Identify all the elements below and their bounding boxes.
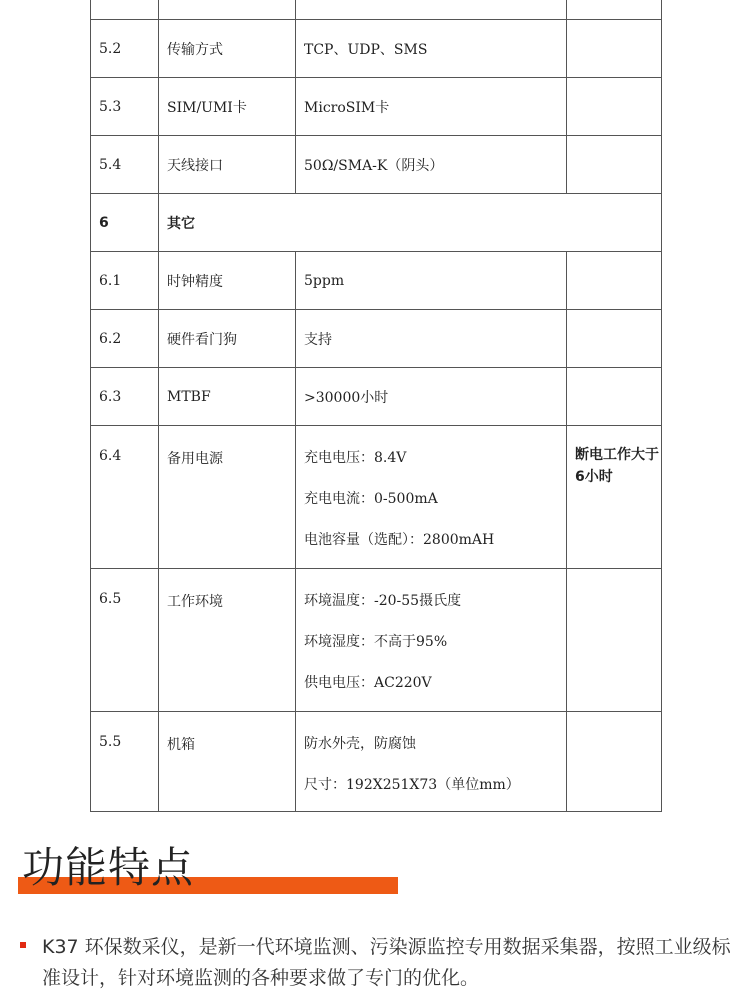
table-row (91, 310, 662, 368)
value-line: 环境湿度：不高于95% (304, 634, 448, 650)
row-value (296, 712, 567, 812)
table-row (91, 426, 662, 569)
feature-paragraph: K37 环保数采仪，是新一代环境监测、污染源监控专用数据采集器，按照工业级标准设计，针对环境监测的各种要求做了专门的优化。 (42, 936, 731, 989)
row-value: 5ppm (296, 252, 567, 310)
row-name: MTBF (159, 368, 296, 426)
row-value: >30000小时 (296, 368, 567, 426)
row-name: 天线接口 (159, 136, 296, 194)
row-note (567, 136, 662, 194)
section-name: 其它 (159, 194, 662, 252)
bullet-icon (20, 942, 26, 948)
table-row (91, 368, 662, 426)
row-number: 6.2 (91, 310, 159, 368)
table-row (91, 712, 662, 812)
row-number (91, 0, 159, 20)
row-name: 传输方式 (159, 20, 296, 78)
row-value: TCP、UDP、SMS (296, 20, 567, 78)
row-note (567, 712, 662, 812)
table-row (91, 0, 662, 20)
row-note (567, 78, 662, 136)
row-value (296, 0, 567, 20)
row-note: 断电工作大于6小时 (567, 426, 662, 569)
row-value (296, 426, 567, 569)
table-row (91, 569, 662, 712)
table-row (91, 78, 662, 136)
row-value: 支持 (296, 310, 567, 368)
row-number: 6.3 (91, 368, 159, 426)
row-note (567, 0, 662, 20)
row-value (296, 569, 567, 712)
value-line: 环境温度：-20-55摄氏度 (304, 593, 462, 609)
row-value: MicroSIM卡 (296, 78, 567, 136)
row-name: 备用电源 (159, 426, 296, 569)
row-name: 时钟精度 (159, 252, 296, 310)
section-number: 6 (91, 194, 159, 252)
section-heading: 功能特点 (22, 843, 195, 892)
row-name (159, 0, 296, 20)
section-row (91, 194, 662, 252)
table-row (91, 20, 662, 78)
row-number: 5.2 (91, 20, 159, 78)
row-number: 6.4 (91, 426, 159, 569)
row-name: 工作环境 (159, 569, 296, 712)
row-number: 6.5 (91, 569, 159, 712)
value-line: 供电电压：AC220V (304, 675, 432, 691)
row-number: 6.1 (91, 252, 159, 310)
row-note (567, 20, 662, 78)
row-number: 5.5 (91, 712, 159, 812)
value-line: 尺寸：192X251X73（单位mm） (304, 777, 520, 793)
row-number: 5.3 (91, 78, 159, 136)
row-note (567, 310, 662, 368)
table-row (91, 136, 662, 194)
value-line: 电池容量（选配）：2800mAH (304, 532, 495, 548)
row-name: 硬件看门狗 (159, 310, 296, 368)
row-note (567, 569, 662, 712)
table-row (91, 252, 662, 310)
row-note (567, 368, 662, 426)
row-name: SIM/UMI卡 (159, 78, 296, 136)
value-line: 充电电压：8.4V (304, 450, 407, 466)
value-line: 充电电流：0-500mA (304, 491, 438, 507)
row-number: 5.4 (91, 136, 159, 194)
value-line: 防水外壳，防腐蚀 (304, 736, 416, 752)
row-value: 50Ω/SMA-K（阴头） (296, 136, 567, 194)
row-note (567, 252, 662, 310)
spec-table (90, 0, 662, 812)
row-name: 机箱 (159, 712, 296, 812)
